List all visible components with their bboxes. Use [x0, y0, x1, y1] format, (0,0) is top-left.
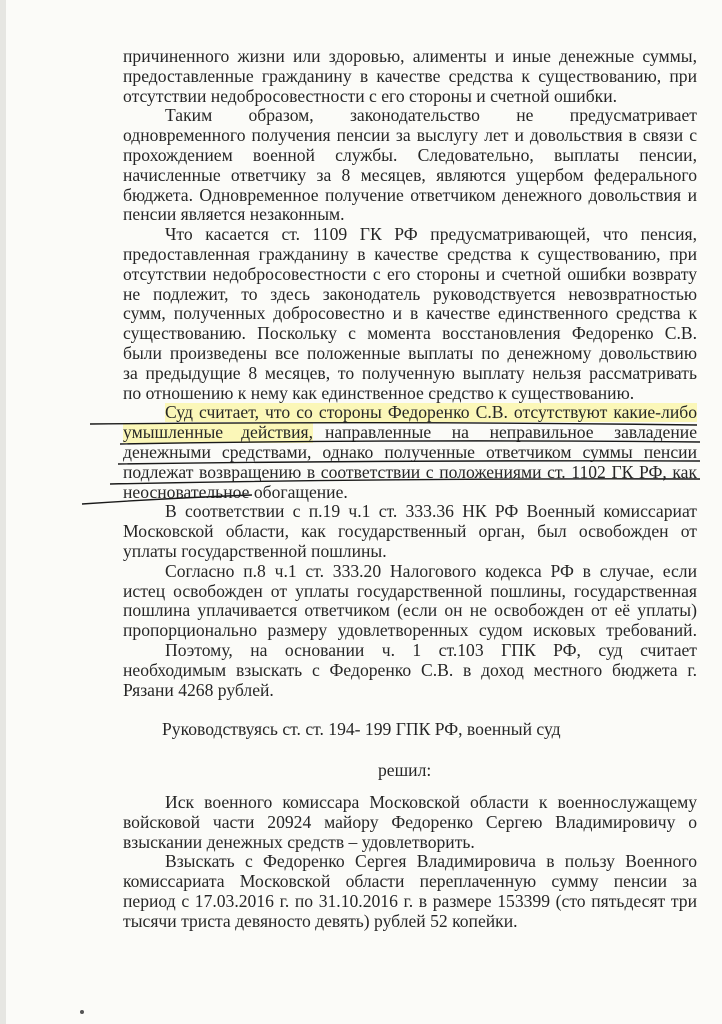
text-line: бюджета. Одновременное получение ответчиком денежного довольствия и	[123, 185, 697, 205]
paragraph-3	[123, 225, 697, 403]
text-line: пропорционально размеру удовлетворенных судом исковых требований.	[123, 621, 697, 641]
text-line: тысячи триста девяносто девять) рублей 52 копейки.	[123, 911, 518, 931]
paragraph-highlighted-court-finding	[123, 403, 697, 502]
text-line: существованию. Поскольку с момента восстановления Федоренко С.В.	[123, 324, 697, 344]
text-line: причиненного жизни или здоровью, алименты и иные денежные суммы,	[123, 47, 697, 66]
text-line: Иск военного комиссара Московской области к военнослужащему	[165, 793, 697, 812]
paragraph-6	[123, 562, 697, 641]
reasoning-section	[123, 47, 697, 700]
text-line	[123, 403, 697, 423]
scan-speck	[80, 1010, 84, 1014]
text-line: были произведены все положенные выплаты по денежному довольствию	[123, 343, 697, 363]
paragraph-2	[123, 106, 697, 225]
text-line: неосновательное обогащение.	[123, 482, 348, 502]
text-line: пошлина уплачивается ответчиком (если он не освобожден от её уплаты)	[123, 601, 697, 621]
text-line	[123, 423, 697, 443]
text-line: комиссариата Московской области переплаченную сумму пенсии за	[123, 872, 697, 892]
text-line: предоставленная гражданину в качестве средства к существованию, при	[123, 244, 697, 264]
text-line: отсутствии недобросовестности с его стороны и счетной ошибки.	[123, 86, 618, 106]
text-line: денежными средствами, однако полученные ответчиком суммы пенсии	[123, 442, 697, 462]
text-line: сумм, полученных добросовестно и в качестве единственного средства к	[123, 304, 697, 324]
text-line: истец освобожден от уплаты государственной пошлины, государственная	[123, 581, 697, 601]
text-line: прохождением военной службы. Следовательно, выплаты пенсии,	[123, 145, 697, 165]
text-line: подлежат возвращению в соответствии с положениями ст. 1102 ГК РФ, как	[123, 462, 697, 482]
text-line: необходимым взыскать с Федоренко С.В. в доход местного бюджета г.	[123, 660, 697, 680]
text-line: пенсии является незаконным.	[123, 205, 345, 225]
text-line: взыскании денежных средств – удовлетворить.	[123, 832, 475, 852]
text-line: уплаты государственной пошлины.	[123, 541, 387, 561]
highlighted-text: умышленные действия,	[123, 423, 313, 443]
decided-heading: решил:	[378, 760, 432, 780]
text-line: В соответствии с п.19 ч.1 ст. 333.36 НК РФ Военный комиссариат	[165, 502, 697, 522]
text-line: начисленные ответчику за 8 месяцев, являются ущербом федерального	[123, 165, 697, 185]
text-line: за предыдущие 8 месяцев, то полученную выплату нельзя рассматривать	[123, 363, 697, 383]
text-line: предоставленные гражданину в качестве средства к существованию, при	[123, 66, 697, 86]
highlighted-text: Суд считает, что со стороны Федоренко С.В. отсутствуют какие-либо	[165, 403, 697, 423]
text-line: Что касается ст. 1109 ГК РФ предусматривающей, что пенсия,	[165, 225, 697, 245]
text-line: Рязани 4268 рублей.	[123, 680, 274, 700]
text-line: не подлежит, то здесь законодатель руководствуется невозвратностью	[123, 284, 697, 304]
text-fragment: направленные на неправильное завладение	[325, 423, 697, 443]
text-line: Таким образом, законодательство не предусматривает	[165, 106, 697, 126]
text-line: период с 17.03.2016 г. по 31.10.2016 г. в размере 153399 (сто пятьдесят три	[123, 891, 697, 911]
resolution-section	[123, 793, 697, 932]
paragraph-5	[123, 502, 697, 561]
guided-by-line: Руководствуясь ст. ст. 194- 199 ГПК РФ, военный суд	[162, 719, 561, 739]
text-line: Взыскать с Федоренко Сергея Владимировича в пользу Военного	[165, 852, 697, 872]
text-line: отсутствии недобросовестности с его стороны и счетной ошибки возврату	[123, 264, 697, 284]
paragraph-7	[123, 641, 697, 700]
paragraph-1	[123, 47, 697, 106]
scan-edge	[0, 0, 6, 1024]
text-line: Согласно п.8 ч.1 ст. 333.20 Налогового кодекса РФ в случае, если	[165, 561, 697, 581]
text-line: одновременного получения пенсии за выслугу лет и довольствия в связи с	[123, 126, 697, 146]
text-line: по отношению к нему как единственное средство к существованию.	[123, 383, 635, 403]
resolution-paragraph-2	[123, 852, 697, 931]
text-line: Поэтому, на основании ч. 1 ст.103 ГПК РФ, суд считает	[165, 640, 697, 660]
text-line: войсковой части 20924 майору Федоренко Сергею Владимировичу о	[123, 812, 697, 832]
text-line: Московской области, как государственный орган, был освобожден от	[123, 522, 697, 542]
resolution-paragraph-1	[123, 793, 697, 852]
